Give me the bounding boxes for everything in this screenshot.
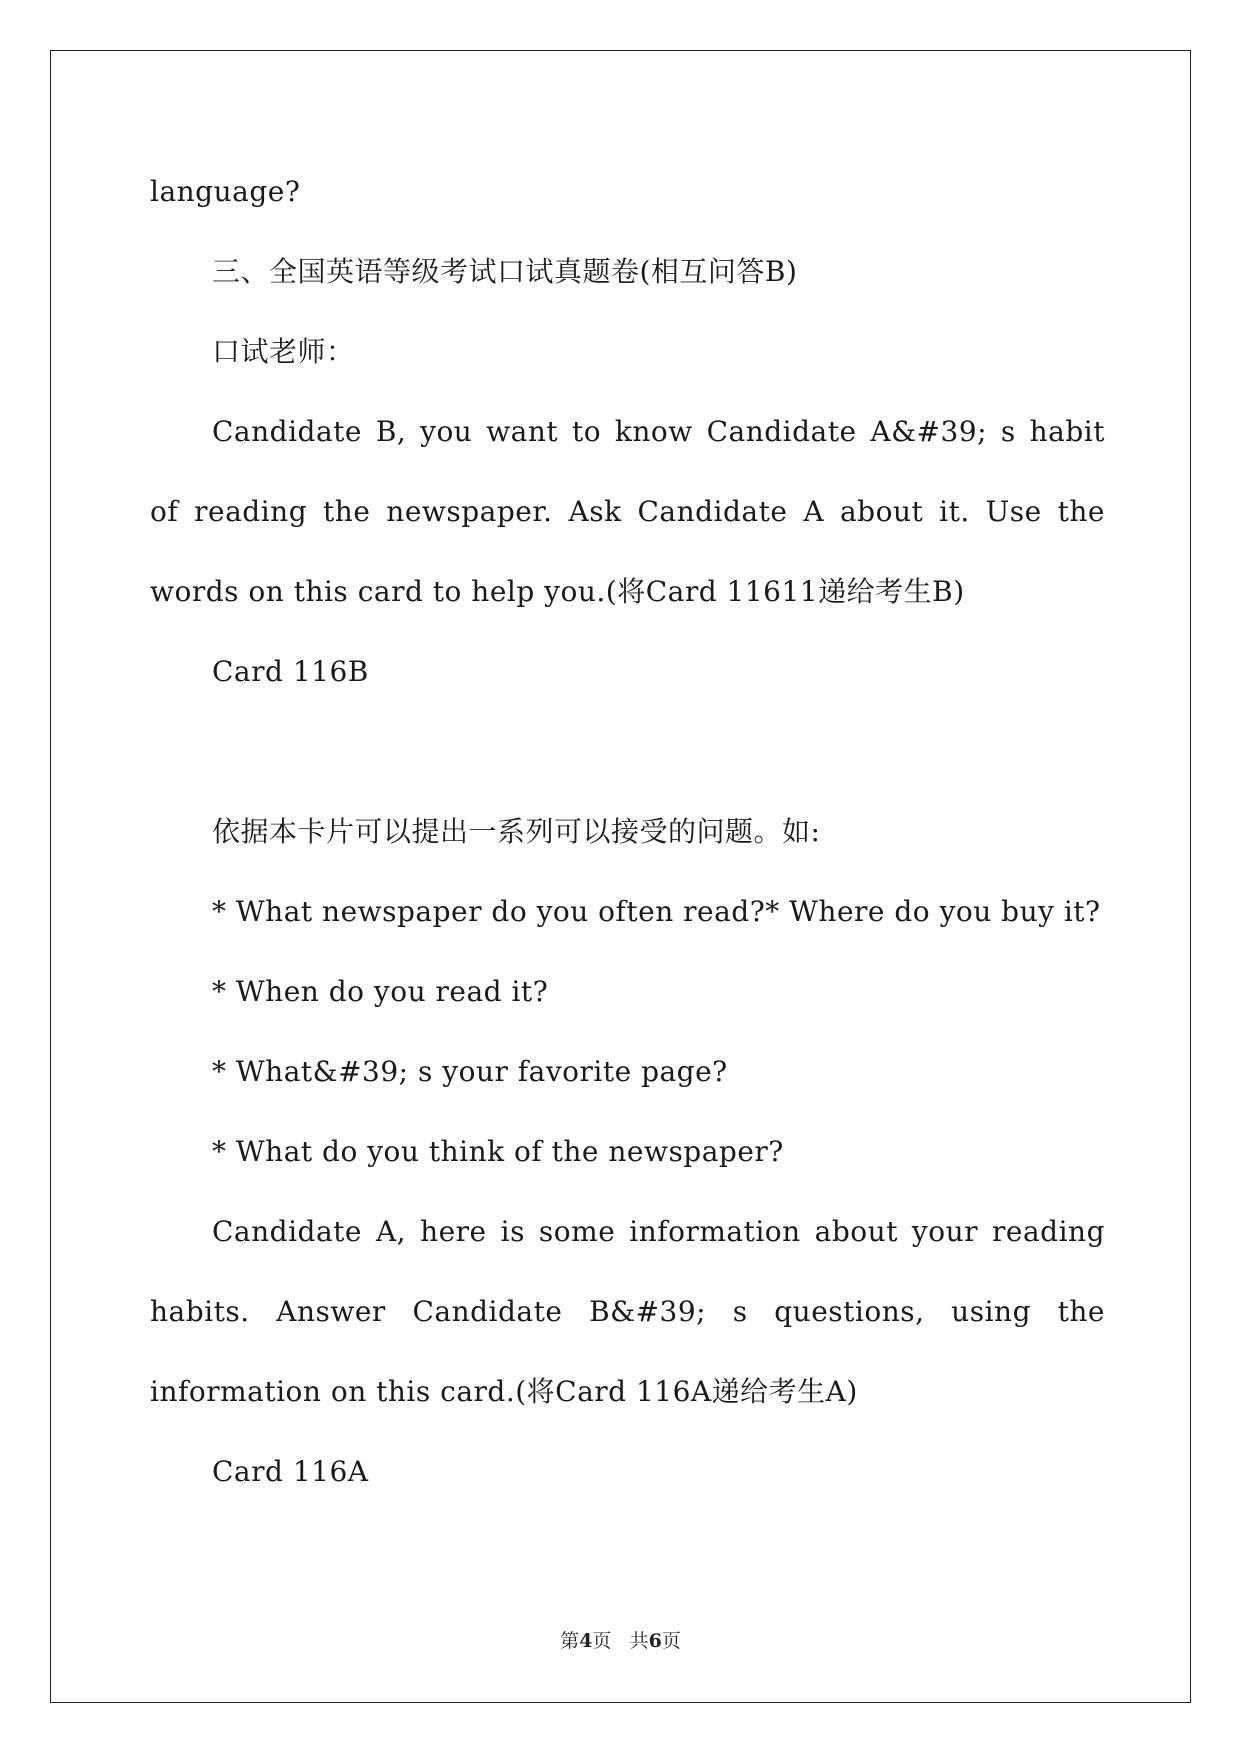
card-label: Card 116A xyxy=(212,1455,369,1488)
question-item: * What newspaper do you often read?* Where do you buy it? xyxy=(212,895,1101,928)
card-label: Card 116B xyxy=(212,655,369,688)
text-line: 口试老师： xyxy=(212,335,355,368)
text-line: of reading the newspaper. Ask Candidate A about it. Use the xyxy=(150,495,1105,528)
text-line: language? xyxy=(150,175,301,208)
text-line: words on this card to help you.(将Card 11611递给考生B) xyxy=(150,575,965,608)
footer-total-suffix: 页 xyxy=(661,1630,681,1652)
text-line: habits. Answer Candidate B&#39; s questions, using the xyxy=(150,1295,1105,1328)
footer-prefix: 第 xyxy=(560,1630,580,1652)
question-item: * What&#39; s your favorite page? xyxy=(212,1055,728,1088)
text-line: Candidate A, here is some information about your reading xyxy=(212,1215,1105,1248)
text-line: information on this card.(将Card 116A递给考生A) xyxy=(150,1375,858,1408)
footer-page-suffix: 页 xyxy=(592,1630,612,1652)
question-item: * What do you think of the newspaper? xyxy=(212,1135,784,1168)
page-footer xyxy=(0,1626,1241,1653)
text-line: Candidate B, you want to know Candidate A&#39; s habit xyxy=(212,415,1105,448)
total-pages: 6 xyxy=(648,1630,662,1652)
question-item: * When do you read it? xyxy=(212,975,549,1008)
page-number: 4 xyxy=(579,1630,593,1652)
section-heading: 三、全国英语等级考试口试真题卷(相互问答B) xyxy=(212,255,798,288)
text-line: 依据本卡片可以提出一系列可以接受的问题。如: xyxy=(212,815,821,848)
footer-total-prefix: 共 xyxy=(629,1630,649,1652)
